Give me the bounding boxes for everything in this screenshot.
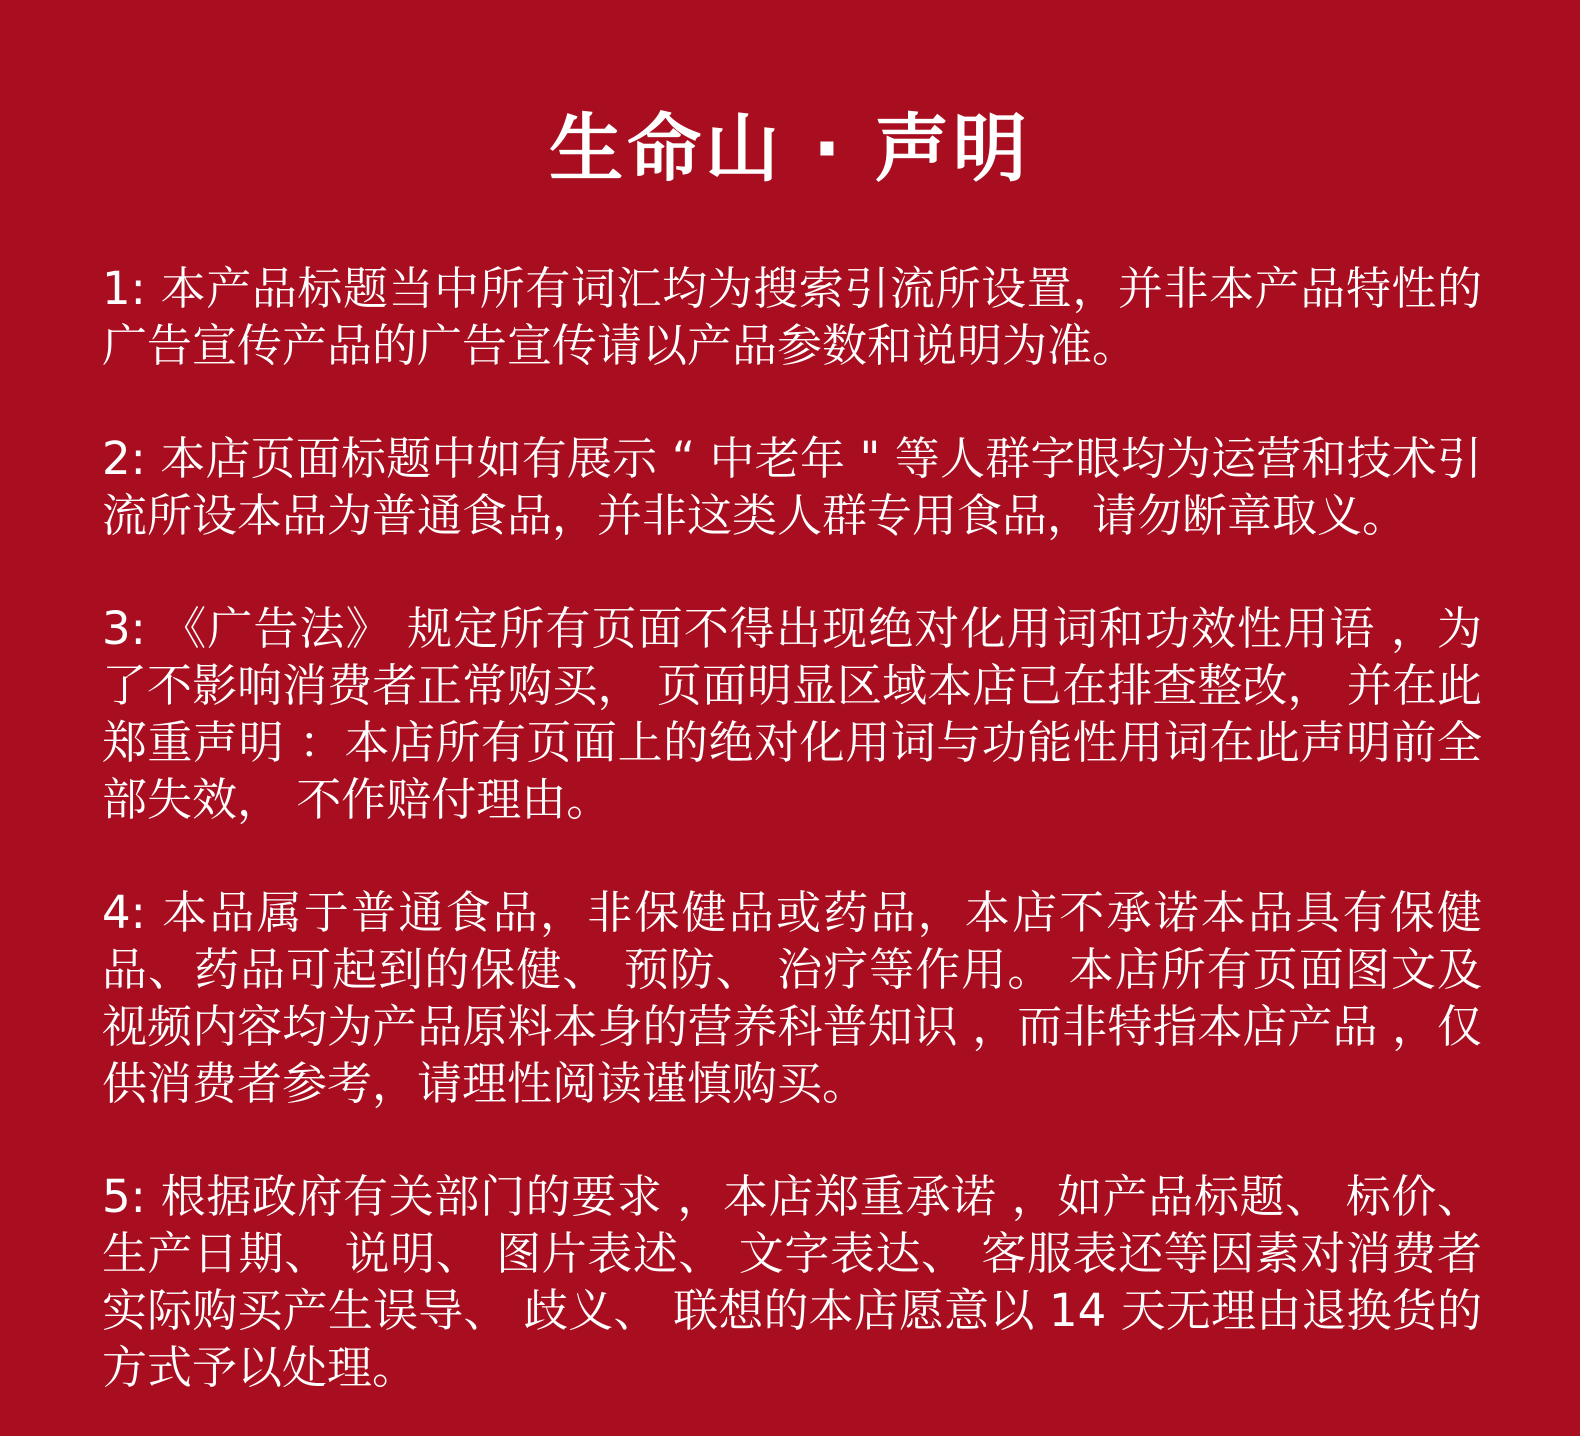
disclaimer-item-1: 1: 本产品标题当中所有词汇均为搜索引流所设置，并非本产品特性的广告宣传产品的广告宣传请以产品参数和说明为准。 [102,262,1482,372]
disclaimer-item-2: 2: 本店页面标题中如有展示 “ 中老年 " 等人群字眼均为运营和技术引流所设本品为普通食品，并非这类人群专用食品，请勿断章取义。 [102,432,1482,542]
disclaimer-item-4: 4: 本品属于普通食品，非保健品或药品，本店不承诺本品具有保健品、药品可起到的保健、 预防、 治疗等作用。 本店所有页面图文及视频内容均为产品原料本身的营养科普知识 ，而非特指本店产品 ，仅供消费者参考，请理性阅读谨慎购买。 [102,886,1482,1110]
disclaimer-list [102,260,1482,1396]
disclaimer-item-5: 5: 根据政府有关部门的要求 ，本店郑重承诺 ，如产品标题、 标价、生产日期、 说明、 图片表述、 文字表达、 客服表还等因素对消费者实际购买产生误导、 歧义、 联想的本店愿意以 14 天无理由退换货的方式予以处理。 [102,1170,1482,1394]
disclaimer-item-3: 3: 《广告法》 规定所有页面不得出现绝对化用词和功效性用语 ，为了不影响消费者正常购买， 页面明显区域本店已在排查整改， 并在此郑重声明 ：本店所有页面上的绝对化用词与功能性用词在此声明前全部失效， 不作赔付理由。 [102,602,1482,826]
page-title: 生命山 · 声明 [549,106,1031,192]
